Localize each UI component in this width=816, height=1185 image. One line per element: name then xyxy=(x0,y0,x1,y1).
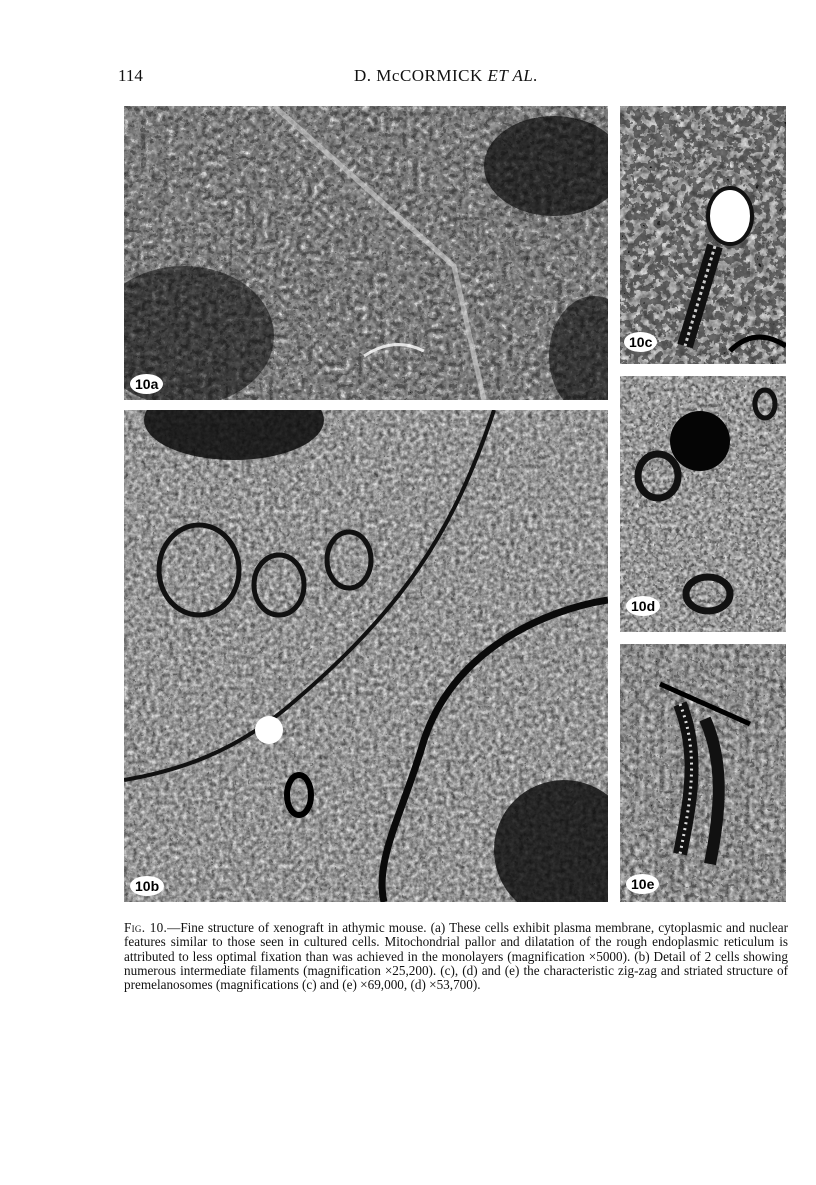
running-head-etal: ET AL. xyxy=(487,66,539,85)
panel-label-b: 10b xyxy=(130,876,164,896)
page-header xyxy=(118,66,718,92)
figure-caption xyxy=(124,921,788,992)
caption-label: Fig. 10. xyxy=(124,920,168,936)
micrograph-image-d xyxy=(620,376,786,632)
panel-label-d: 10d xyxy=(626,596,660,616)
micrograph-panel-c xyxy=(620,106,786,364)
running-head-authors: D. McCORMICK xyxy=(354,66,488,85)
micrograph-image-c xyxy=(620,106,786,364)
panel-label-a: 10a xyxy=(130,374,163,394)
micrograph-panel-d xyxy=(620,376,786,632)
micrograph-panel-b xyxy=(124,410,608,902)
running-head xyxy=(354,66,538,86)
panel-label-e: 10e xyxy=(626,874,659,894)
micrograph-image-a xyxy=(124,106,608,400)
micrograph-image-e xyxy=(620,644,786,902)
micrograph-panel-a xyxy=(124,106,608,400)
panel-label-c: 10c xyxy=(624,332,657,352)
micrograph-panel-e xyxy=(620,644,786,902)
page-number: 114 xyxy=(118,66,143,85)
caption-text: —Fine structure of xenograft in athymic mouse. (a) These cells exhibit plasma membrane, cytoplasmic and nuclear features similar to those seen in cultured cells. Mitochondrial pallor and dilatation of the rough endoplasmic reticulum is attributed to less optimal fixation than was achieved in the monolayers (magnification ×5000). (b) Detail of 2 cells showing numerous intermediate filaments (magnification ×25,200). (c), (d) and (e) the characteristic zig-zag and striated structure of premelanosomes (magnifications (c) and (e) ×69,000, (d) ×53,700). xyxy=(124,920,789,993)
micrograph-image-b xyxy=(124,410,608,902)
